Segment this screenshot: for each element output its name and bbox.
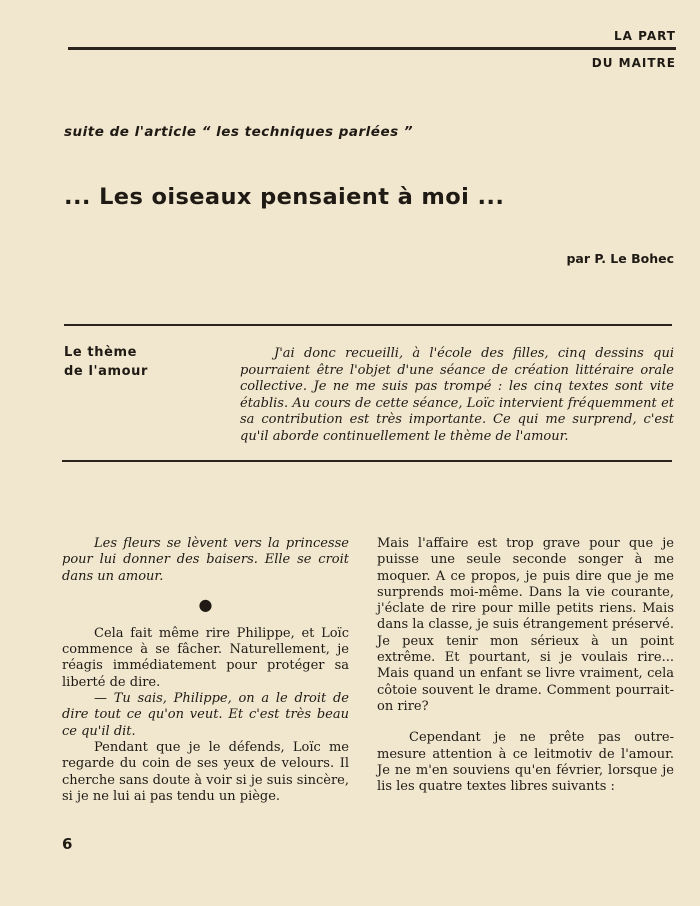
theme-heading (64, 343, 174, 381)
theme-bottom-rule (62, 460, 672, 462)
right-column (377, 536, 674, 795)
section-label-line2: DU MAITRE (591, 56, 676, 70)
paragraph: Pendant que je le défends, Loïc me regarde du coin de ses yeux de velours. Il cherche sans doute à voir si je suis sincère, si je ne lui ai pas tendu un piège. (62, 739, 349, 804)
paragraph: Cela fait même rire Philippe, et Loïc commence à se fâcher. Naturellement, je réagis immédiatement pour protéger sa liberté de dire. (62, 625, 349, 690)
child-poem: Les fleurs se lèvent vers la princesse pour lui donner des baisers. Elle se croit dans un amour. (62, 536, 349, 584)
section-label-line1: LA PART (614, 29, 676, 43)
article-title: ... Les oiseaux pensaient à moi ... (64, 184, 505, 210)
header-rule (68, 47, 676, 50)
page-number: 6 (62, 835, 73, 853)
article-byline: par P. Le Bohec (566, 251, 674, 266)
paragraph: Cependant je ne prête pas outre-mesure attention à ce leitmotiv de l'amour. Je ne m'en souviens qu'en février, lorsque je lis les quatre textes libres suivants : (377, 730, 674, 795)
dialogue-paragraph: — Tu sais, Philippe, on a le droit de dire tout ce qu'on veut. Et c'est très beau ce qu'il dit. (62, 691, 349, 739)
theme-top-rule (64, 324, 672, 326)
article-subtitle: suite de l'article “ les techniques parlées ” (64, 124, 414, 140)
theme-intro-paragraph: J'ai donc recueilli, à l'école des filles, cinq dessins qui pourraient être l'objet d'une séance de création littéraire orale collective. Je ne me suis pas trompé : les cinq textes sont vite établis. Au cours de cette séance, Loïc intervient fréquemment et sa contribution est très importante. Ce qui me surprend, c'est qu'il aborde continuellement le thème de l'amour. (240, 346, 674, 444)
paragraph: Mais l'affaire est trop grave pour que je puisse une seule seconde songer à me moquer. A ce propos, je puis dire que je me surprends moi-même. Dans la vie courante, j'éclate de rire pour mille petits riens. Mais dans la classe, je suis étrangement préservé. Je peux tenir mon sérieux à un point extrême. Et pourtant, si je voulais rire... Mais quand un enfant se livre vraiment, cela côtoie souvent le drame. Comment pourrait-on rire? (377, 536, 674, 714)
left-column (62, 536, 349, 805)
theme-heading-line1: Le thème (64, 345, 138, 360)
ornament-dot: ● (198, 594, 213, 614)
theme-heading-line2: de l'amour (64, 364, 148, 379)
